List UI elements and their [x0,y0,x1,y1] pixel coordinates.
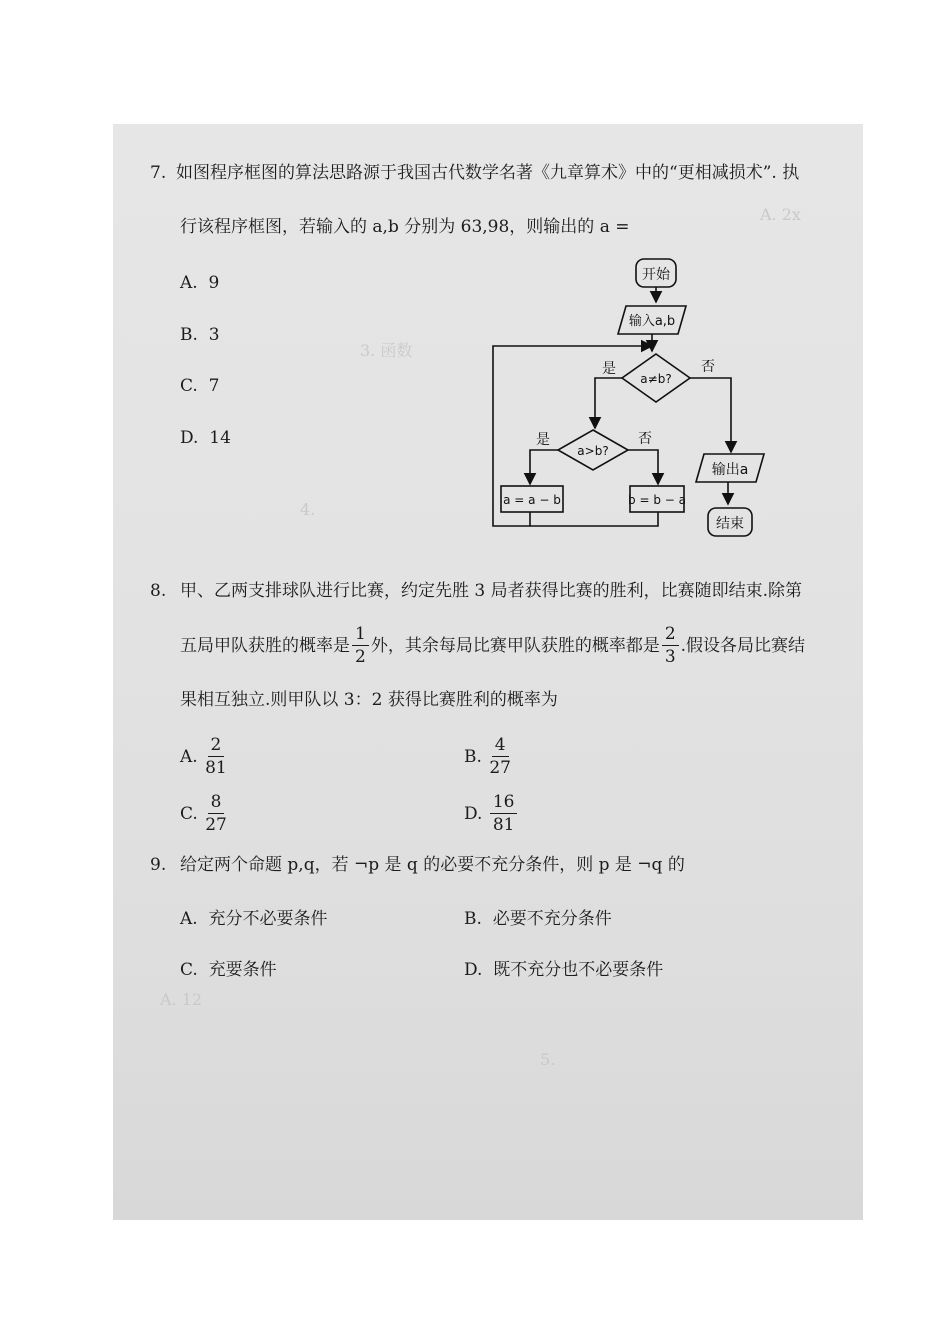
fraction-numerator: 2 [662,626,679,646]
fraction-denominator: 81 [492,815,515,835]
option-letter: B. [464,746,482,767]
assign-a-label: a = a − b [503,493,561,507]
no1-label: 否 [701,359,715,375]
q9-line1: 给定两个命题 p,q，若 ¬p 是 q 的必要不充分条件，则 p 是 ¬q 的 [180,855,685,875]
option-text: 必要不充分条件 [492,909,612,929]
option-letter: C. [180,960,198,980]
q7-option-c [180,378,219,395]
q8-option-d [464,789,519,839]
q8-line2-text: 外，其余每局比赛甲队获胜的概率都是 [370,635,660,656]
q8-line2-text: .假设各局比赛结 [680,635,806,656]
q9-option-d [464,962,663,979]
yes1-label: 是 [602,361,616,377]
q8-option-c [180,789,229,839]
input-label: 输入a,b [628,314,676,329]
fraction-numerator: 8 [208,794,225,814]
q9-number: 9. [150,855,167,875]
fraction-numerator: 1 [352,626,369,646]
fraction-denominator: 3 [664,647,676,667]
bleed-through-text: 5. [540,1050,556,1069]
q8-line1: 甲、乙两支排球队进行比赛，约定先胜 3 局者获得比赛的胜利，比赛随即结束.除第 [180,581,803,601]
option-letter: A. [180,746,198,767]
q8-line3: 果相互独立.则甲队以 3：2 获得比赛胜利的概率为 [180,690,558,710]
no2-label: 否 [638,431,652,447]
flowchart [488,254,778,544]
q8-option-b [464,732,513,782]
start-label: 开始 [642,267,670,283]
q9-option-c [180,962,277,979]
q9-option-b [464,911,612,928]
q8-number: 8. [150,581,167,601]
assign-b-label: b = b − a [628,493,686,507]
bleed-through-text: A. 12 [160,990,203,1009]
fraction [489,737,511,777]
q8-line2 [180,622,805,670]
option-text: 14 [209,428,231,448]
q7-option-d [180,430,231,447]
q7-option-a [180,275,219,292]
bleed-through-text [120,712,152,735]
fraction-denominator: 2 [355,647,366,667]
option-letter: A. [180,273,198,293]
option-letter: D. [180,428,199,448]
q7-line1: 如图程序框图的算法思路源于我国古代数学名著《九章算术》中的“更相减损术”. 执 [176,163,800,183]
option-letter: A. [180,909,198,929]
fraction [662,626,679,666]
fraction-numerator: 4 [492,737,509,757]
output-label: 输出a [711,462,749,478]
fraction [205,737,227,777]
fraction-numerator: 2 [208,737,225,757]
bleed-through-text: 3. 函数 [360,341,413,360]
cond2-label: a>b? [577,444,609,458]
option-text: 既不充分也不必要条件 [493,960,664,980]
option-letter: B. [464,909,482,929]
option-letter: B. [180,325,198,345]
fraction-denominator: 27 [205,815,227,835]
fraction-numerator: 16 [490,794,518,814]
option-letter: C. [180,376,198,396]
bleed-through-text: A. 2x [760,205,801,224]
fraction [205,794,227,834]
option-letter: C. [180,803,198,824]
option-text: 7 [208,376,220,396]
q9-option-a [180,911,328,928]
option-text: 充分不必要条件 [208,909,328,929]
fraction-denominator: 81 [205,758,227,778]
option-text: 3 [208,325,220,345]
option-letter: D. [464,803,483,824]
fraction [490,794,518,834]
q7-option-b [180,327,220,344]
fraction-denominator: 27 [489,758,511,778]
fraction [352,626,369,666]
option-text: 充要条件 [208,960,277,980]
end-label: 结束 [716,516,744,532]
q7-line2: 行该程序框图，若输入的 a,b 分别为 63,98，则输出的 a = [180,217,630,237]
cond1-label: a≠b? [640,372,672,386]
yes2-label: 是 [536,432,550,448]
option-text: 9 [208,273,220,293]
q7-number: 7. [150,163,167,183]
q8-option-a [180,732,229,782]
option-letter: D. [464,960,483,980]
q8-line2-text: 五局甲队获胜的概率是 [180,635,350,656]
bleed-through-text: 4. [300,500,316,519]
